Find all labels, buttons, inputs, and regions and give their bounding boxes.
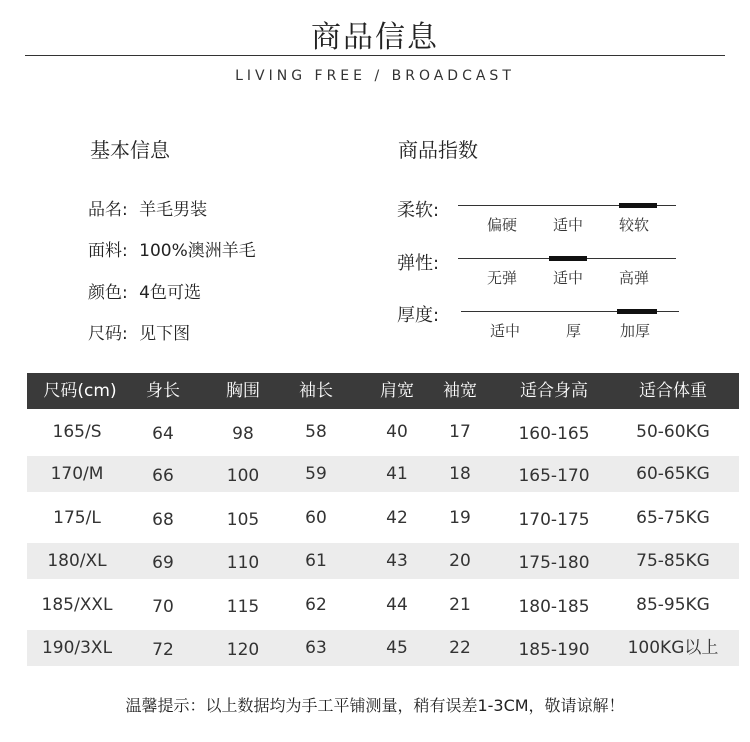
table-cell: 61 [305, 551, 327, 571]
table-cell: 165/S [52, 422, 102, 442]
table-row [27, 543, 739, 579]
table-cell: 59 [305, 464, 327, 484]
table-cell: 110 [226, 553, 260, 573]
table-cell: 45 [386, 638, 408, 658]
softness-option: 适中 [553, 216, 584, 234]
spec-value: 4色可选 [139, 283, 201, 303]
softness-label: 柔软: [397, 200, 440, 221]
table-cell: 70 [152, 597, 174, 617]
table-cell: 175/L [53, 508, 101, 528]
measurement-note: 温馨提示：以上数据均为手工平铺测量，稍有误差1-3CM，敬请谅解！ [125, 696, 625, 715]
basic-info-heading: 基本信息 [90, 138, 170, 162]
table-cell: 62 [305, 595, 327, 615]
table-cell: 170-175 [518, 510, 590, 530]
spec-color-row [88, 278, 201, 303]
table-header-cell: 袖长 [299, 381, 333, 401]
table-header-cell: 适合体重 [639, 381, 707, 401]
table-cell: 21 [449, 595, 471, 615]
table-cell: 60 [305, 508, 327, 528]
elasticity-option: 无弹 [487, 269, 518, 287]
table-cell: 98 [232, 424, 254, 444]
table-cell: 63 [305, 638, 327, 658]
table-cell: 190/3XL [41, 638, 113, 658]
table-header-cell: 胸围 [226, 381, 260, 401]
spec-name-row [88, 195, 207, 220]
table-cell: 64 [152, 424, 174, 444]
spec-label: 品名: [88, 200, 128, 220]
table-cell: 17 [449, 422, 471, 442]
thickness-option: 适中 [490, 322, 521, 340]
table-cell: 185-190 [518, 640, 590, 660]
table-cell: 44 [386, 595, 408, 615]
page-title: 商品信息 [311, 20, 439, 55]
table-cell: 100 [226, 466, 260, 486]
thickness-option: 加厚 [620, 322, 651, 340]
table-cell: 115 [226, 597, 260, 617]
table-row [27, 587, 739, 623]
table-row [27, 456, 739, 492]
table-cell: 69 [152, 553, 174, 573]
title-divider [25, 55, 725, 56]
spec-value: 羊毛男装 [139, 200, 208, 220]
table-header-cell: 身长 [146, 381, 180, 401]
table-cell: 100KG以上 [627, 638, 719, 658]
elasticity-option: 高弹 [619, 269, 650, 287]
spec-label: 面料: [88, 241, 128, 261]
table-cell: 22 [449, 638, 471, 658]
table-cell: 185/XXL [41, 595, 113, 615]
thickness-indicator [617, 309, 657, 314]
table-cell: 40 [386, 422, 408, 442]
table-header-row [27, 373, 739, 409]
table-header-cell: 尺码(cm) [43, 381, 117, 401]
table-cell: 58 [305, 422, 327, 442]
table-cell: 19 [449, 508, 471, 528]
spec-size-row [88, 319, 190, 344]
table-cell: 105 [226, 510, 260, 530]
table-cell: 20 [449, 551, 471, 571]
softness-option: 偏硬 [487, 216, 518, 234]
table-cell: 180-185 [518, 597, 590, 617]
table-cell: 175-180 [518, 553, 590, 573]
table-cell: 68 [152, 510, 174, 530]
spec-fabric-row [88, 236, 256, 261]
table-row [27, 500, 739, 536]
table-cell: 75-85KG [636, 551, 710, 571]
table-cell: 41 [386, 464, 408, 484]
table-header-cell: 袖宽 [443, 381, 477, 401]
table-cell: 120 [226, 640, 260, 660]
table-cell: 50-60KG [636, 422, 710, 442]
thickness-option: 厚 [566, 322, 582, 340]
table-cell: 85-95KG [636, 595, 710, 615]
spec-label: 尺码: [88, 324, 128, 344]
table-cell: 42 [386, 508, 408, 528]
elasticity-indicator [549, 256, 587, 261]
product-index-heading: 商品指数 [398, 138, 478, 162]
table-cell: 66 [152, 466, 174, 486]
spec-value: 见下图 [139, 324, 191, 344]
table-row [27, 414, 739, 450]
softness-indicator [619, 203, 657, 208]
spec-value: 100%澳洲羊毛 [139, 241, 256, 261]
table-cell: 72 [152, 640, 174, 660]
table-cell: 170/M [50, 464, 104, 484]
table-cell: 43 [386, 551, 408, 571]
table-cell: 65-75KG [636, 508, 710, 528]
table-cell: 18 [449, 464, 471, 484]
table-cell: 60-65KG [636, 464, 710, 484]
table-row [27, 630, 739, 666]
table-cell: 160-165 [518, 424, 590, 444]
softness-option: 较软 [619, 216, 650, 234]
table-header-cell: 适合身高 [520, 381, 588, 401]
table-header-cell: 肩宽 [380, 381, 414, 401]
spec-label: 颜色: [88, 283, 128, 303]
page-subtitle: LIVING FREE / BROADCAST [235, 68, 515, 84]
table-cell: 165-170 [518, 466, 590, 486]
table-cell: 180/XL [47, 551, 107, 571]
elasticity-label: 弹性: [397, 253, 440, 274]
elasticity-option: 适中 [553, 269, 584, 287]
thickness-label: 厚度: [397, 305, 440, 326]
